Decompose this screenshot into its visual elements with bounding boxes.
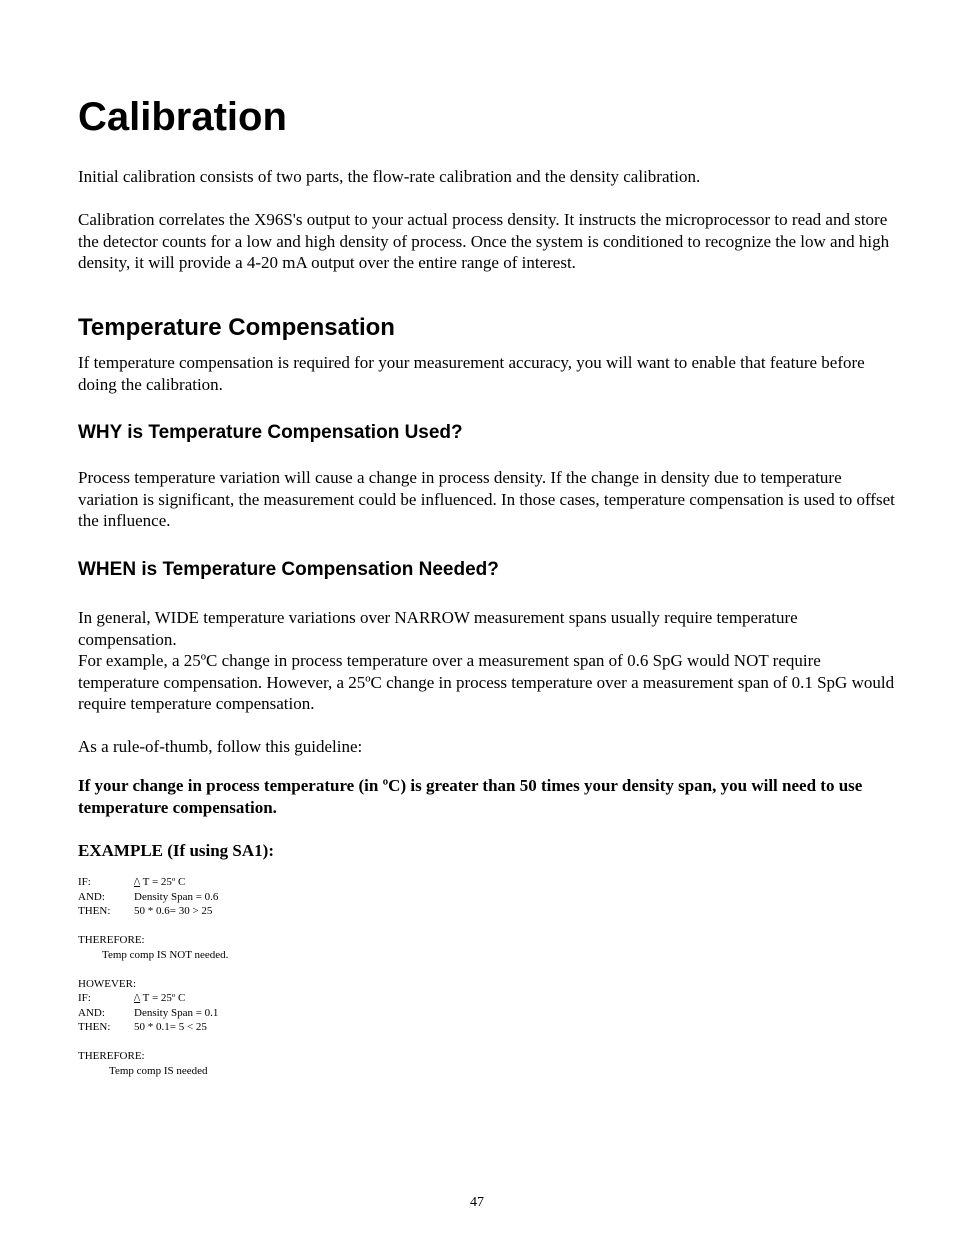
example2-if-key: IF: (78, 992, 91, 1004)
example2-however: HOWEVER: (78, 977, 137, 990)
example2-and-key: AND: (78, 1006, 105, 1019)
example2-therefore: THEREFORE: (78, 1050, 145, 1062)
example1-if-row (78, 875, 228, 890)
example-block (78, 875, 228, 1078)
example2-and-value: Density Span = 0.1 (134, 1006, 219, 1019)
example2-then-key: THEN: (78, 1021, 111, 1033)
page-title: Calibration (78, 95, 287, 139)
example1-if-value: /\ T = 25º C (134, 876, 186, 888)
why-paragraph: Process temperature variation will cause a change in process density. If the change in density due to temperature variation is significant, the measurement could be influenced. In those cases, temperature compensation is used to offset the influence. (78, 468, 895, 530)
example2-if-value: /\ T = 25º C (134, 992, 186, 1004)
example1-if-key: IF: (78, 876, 91, 888)
example2-then-value: 50 * 0.1= 5 < 25 (134, 1021, 207, 1033)
example1-and-row (78, 890, 228, 905)
example1-and-key: AND: (78, 890, 105, 903)
example2-and-row (78, 1006, 228, 1021)
when-paragraph-2: For example, a 25ºC change in process temperature over a measurement span of 0.6 SpG would NOT require temperature compensation. However, a 25ºC change in process temperature over a measurement span of 0.1 SpG would require temperature compensation. (78, 651, 895, 713)
example2-if-row (78, 991, 228, 1006)
example1-and-value: Density Span = 0.6 (134, 890, 219, 903)
example1-then-row (78, 904, 228, 919)
intro-paragraph-1: Initial calibration consists of two parts, the flow-rate calibration and the density calibration. (78, 167, 701, 186)
temperature-compensation-paragraph: If temperature compensation is required for your measurement accuracy, you will want to enable that feature before doing the calibration. (78, 353, 865, 394)
example1-then-key: THEN: (78, 905, 111, 917)
rule-of-thumb: If your change in process temperature (in ºC) is greater than 50 times your density span, you will need to use temperature compensation. (78, 776, 863, 817)
example1-therefore: THEREFORE: (78, 934, 145, 946)
delta-icon: /\ (134, 992, 141, 1004)
intro-paragraph-2: Calibration correlates the X96S's output to your actual process density. It instructs the microprocessor to read and store the detector counts for a low and high density of process. Once the system is conditioned to recognize the low and high density, it will provide a 4-20 mA output over the entire range of interest. (78, 210, 890, 272)
page-number: 47 (470, 1195, 484, 1210)
section-heading-temperature-compensation: Temperature Compensation (78, 314, 395, 341)
example2-result: Temp comp IS needed (109, 1064, 208, 1077)
rule-intro: As a rule-of-thumb, follow this guideline: (78, 737, 363, 756)
example2-then-row (78, 1020, 228, 1035)
subheading-why: WHY is Temperature Compensation Used? (78, 422, 463, 443)
example-heading: EXAMPLE (If using SA1): (78, 841, 274, 860)
example1-then-value: 50 * 0.6= 30 > 25 (134, 905, 213, 917)
delta-icon: /\ (134, 876, 141, 888)
example1-result: Temp comp IS NOT needed. (102, 948, 229, 961)
when-paragraph-1: In general, WIDE temperature variations over NARROW measurement spans usually require temperature compensation. (78, 608, 798, 649)
subheading-when: WHEN is Temperature Compensation Needed? (78, 559, 499, 580)
